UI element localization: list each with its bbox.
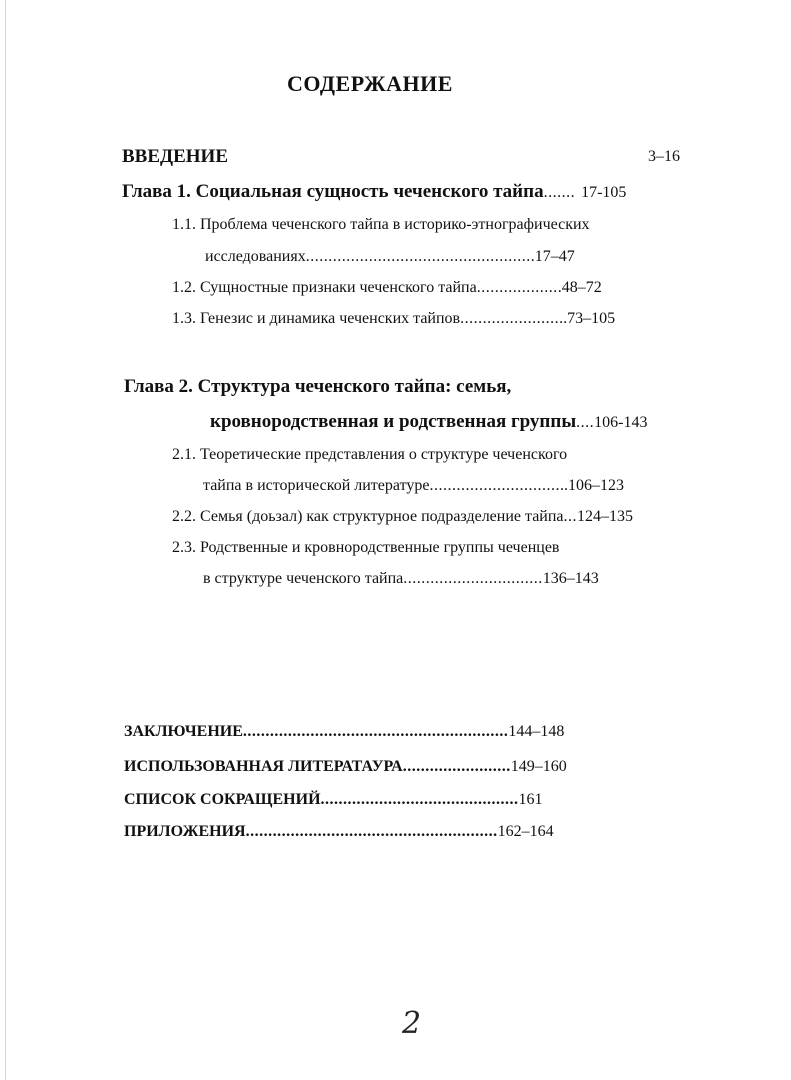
toc-intro-label: ВВЕДЕНИЕ <box>122 146 228 167</box>
toc-backmatter-pages: 144–148 <box>508 723 565 740</box>
page-title: СОДЕРЖАНИЕ <box>287 71 453 96</box>
toc-leader: ....... <box>543 184 576 201</box>
toc-leader: ............................... <box>403 570 543 587</box>
toc-section-pages: .48–72 <box>557 279 602 296</box>
toc-chapter-2-cont <box>210 411 647 433</box>
toc-section-1-2 <box>172 279 602 297</box>
toc-backmatter-label: ПРИЛОЖЕНИЯ <box>124 823 246 840</box>
toc-intro-pages: 3–16 <box>648 148 680 165</box>
toc-leader: .................. <box>476 279 558 296</box>
toc-section-2-3: 2.3. Родственные и кровнородственные группы чеченцев <box>172 539 560 556</box>
toc-chapter-1-pages: 17-105 <box>581 184 627 201</box>
toc-chapter-2-pages: 106-143 <box>594 414 648 431</box>
toc-leader: ............................. <box>429 477 560 494</box>
toc-chapter-2-title-cont: кровнородственная и родственная группы <box>210 411 577 432</box>
toc-backmatter-label: ЗАКЛЮЧЕНИЕ <box>124 723 243 740</box>
toc-section-1-1-cont <box>205 248 575 266</box>
toc-section-text: исследованиях <box>205 248 306 265</box>
toc-section-2-3-cont <box>203 570 599 588</box>
toc-appendices <box>124 823 554 841</box>
toc-backmatter-label: СПИСОК СОКРАЩЕНИЙ <box>124 791 321 808</box>
toc-section-1-1: 1.1. Проблема чеченского тайпа в историко-этнографических <box>172 216 590 233</box>
toc-section-pages: .17–47 <box>530 248 575 265</box>
toc-section-2-1-cont <box>203 477 624 495</box>
toc-backmatter-pages: 161 <box>518 791 543 808</box>
toc-section-pages: ..106–123 <box>559 477 624 494</box>
toc-abbreviations <box>124 791 543 809</box>
toc-chapter-1-title: Глава 1. Социальная сущность чеченского тайпа <box>122 181 544 202</box>
scan-edge-line <box>5 0 6 1080</box>
toc-chapter-1 <box>122 181 626 203</box>
toc-backmatter-pages: 149–160 <box>510 758 567 775</box>
toc-section-pages: 136–143 <box>542 570 599 587</box>
toc-leader: ........................ <box>402 758 511 775</box>
toc-leader: ... <box>563 508 578 525</box>
handwritten-page-number: 2 <box>402 1006 422 1041</box>
toc-section-text: в структуре чеченского тайпа <box>203 570 404 587</box>
toc-leader: ...................... <box>460 310 560 327</box>
toc-section-pages: ..73–105 <box>559 310 616 327</box>
toc-leader: ........................................................ <box>245 823 498 840</box>
toc-section-1-3 <box>172 310 615 328</box>
toc-chapter-2-title: Глава 2. Структура чеченского тайпа: семья, <box>124 376 512 397</box>
toc-section-text: 1.2. Сущностные признаки чеченского тайпа <box>172 279 477 296</box>
toc-section-2-2 <box>172 508 633 526</box>
toc-leader: .................................................. <box>305 248 531 265</box>
toc-bibliography <box>124 758 567 776</box>
toc-leader: ........................................................... <box>242 723 509 740</box>
toc-leader: .... <box>576 414 595 431</box>
toc-backmatter-label: ИСПОЛЬЗОВАННАЯ ЛИТЕРАТАУРА <box>124 758 403 775</box>
toc-section-text: 2.2. Семья (доьзал) как структурное подразделение тайпа <box>172 508 564 525</box>
toc-conclusion <box>124 723 564 741</box>
toc-backmatter-pages: 162–164 <box>497 823 554 840</box>
toc-section-text: тайпа в исторической литературе <box>203 477 430 494</box>
toc-section-2-1: 2.1. Теоретические представления о структуре чеченского <box>172 446 568 463</box>
toc-section-text: 1.3. Генезис и динамика чеченских тайпов <box>172 310 461 327</box>
toc-leader: ............................................ <box>320 791 519 808</box>
toc-section-pages: 124–135 <box>577 508 634 525</box>
